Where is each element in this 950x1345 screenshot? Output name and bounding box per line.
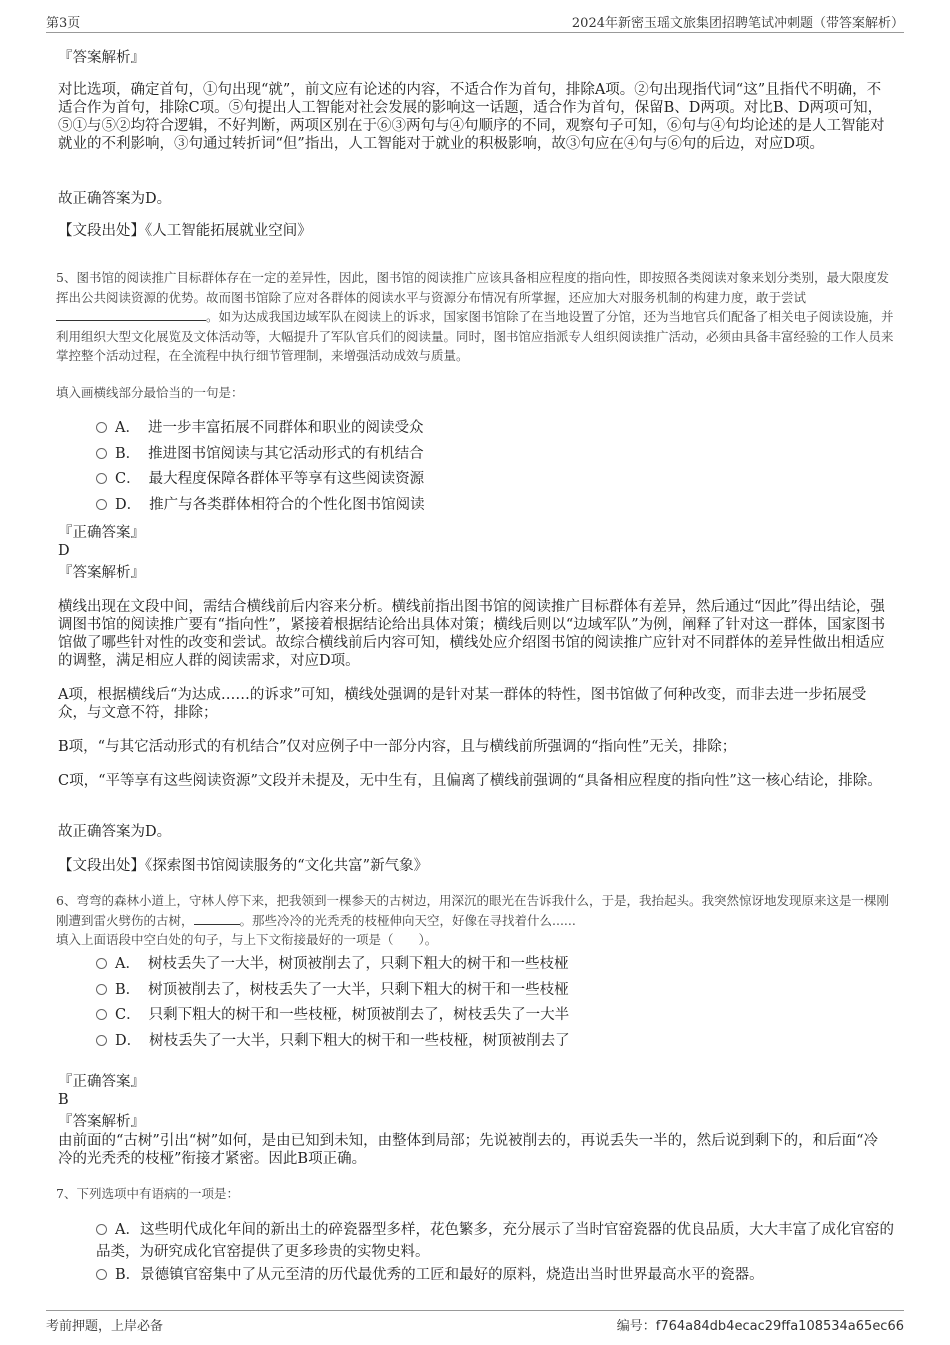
q5-note-c: C项，“平等享有这些阅读资源”文段并未提及，无中生有，且偏离了横线前强调的“具备相应程度的指向性”这一核心结论，排除。 [58, 773, 882, 789]
option-text: 树顶被削去了，树枝丢失了一大半，只剩下粗大的树干和一些枝桠 [148, 982, 569, 998]
code-value: f764a84db4ecac29ffa108534a65ec66 [655, 1319, 904, 1334]
q5-stem [56, 268, 894, 366]
q5-note-b: B项，“与其它活动形式的有机结合”仅对应例子中一部分内容，且与横线前所强调的“指向性”无关，排除； [58, 739, 737, 755]
footer-divider [46, 1310, 904, 1311]
radio-icon[interactable] [96, 1009, 107, 1020]
option-text: 最大程度保障各群体平等享有这些阅读资源 [148, 471, 425, 487]
q5-answer-label: 『正确答案』 [58, 525, 145, 541]
q5-blank [56, 308, 206, 321]
q4-analysis-text: 对比选项，确定首句，①句出现“就”，前文应有论述的内容，不适合作为首句，排除A项。②句出现指代词“这”且指代不明确，不适合作为首句，排除C项。⑤句提出人工智能对社会发展的影响这一话题，适合作为首句，保留B、D两项。对比B、D两项可知，⑤①与⑤②均符合逻辑，不好判断，两项区别在于⑥③两句与④句顺序的不同，观察句子可知，⑥句与④句均论述的是人工智能对就业的不利影响，③句通过转折词“但”指出，人工智能对于就业的积极影响，故③句应在④句与⑥句的后边，对应D项。 [58, 82, 885, 152]
option-text: 推进图书馆阅读与其它活动形式的有机结合 [148, 446, 424, 462]
q6-analysis-text: 由前面的“古树”引出“树”如何，是由已知到未知，由整体到局部；先说被削去的，再说丢失一半的，然后说到剩下的，和后面“冷冷的光秃秃的枝桠”衔接才紧密。因此B项正确。 [58, 1133, 879, 1167]
radio-icon[interactable] [96, 422, 107, 433]
q5-prompt: 填入画横线部分最恰当的一句是： [56, 385, 244, 400]
option-text: 只剩下粗大的树干和一些枝桠，树顶被削去了，树枝丢失了一大半 [148, 1007, 570, 1023]
radio-icon[interactable] [96, 473, 107, 484]
q5-stem-part1: 5、图书馆的阅读推广目标群体存在一定的差异性，因此，图书馆的阅读推广应该具备相应程度的指向性，即按照各类阅读对象来划分类别，最大限度发挥出公共阅读资源的优势。故而图书馆除了应对各群体的阅读水平与资源分布情况有所掌握，还应加大对服务机制的构建力度，敢于尝试 [56, 270, 889, 305]
radio-icon[interactable] [96, 1269, 107, 1280]
q6-answer: B [58, 1092, 69, 1108]
option-letter: A． [115, 420, 140, 436]
option-letter: D． [115, 1033, 142, 1049]
q5-source: 【文段出处】《探索图书馆阅读服务的“文化共富”新气象》 [58, 858, 429, 874]
q6-stem [56, 891, 894, 930]
option-text: 树枝丢失了一大半，树顶被削去了，只剩下粗大的树干和一些枝桠 [147, 956, 569, 972]
q5-option-a[interactable] [96, 419, 423, 437]
q6-prompt: 填入上面语段中空白处的句子，与上下文衔接最好的一项是（ ）。 [56, 932, 438, 947]
q5-answer: D [58, 543, 70, 559]
q5-analysis-label: 『答案解析』 [58, 565, 145, 581]
q7-option-a[interactable] [96, 1219, 894, 1263]
option-letter: B． [115, 1267, 141, 1283]
q6-answer-label: 『正确答案』 [58, 1074, 145, 1090]
q4-analysis-label: 『答案解析』 [58, 50, 145, 66]
option-text: 景德镇官窑集中了从元至清的历代最优秀的工匠和最好的原料，烧造出当时世界最高水平的瓷器。 [140, 1267, 764, 1283]
radio-icon[interactable] [96, 984, 107, 995]
option-text: 树枝丢失了一大半，只剩下粗大的树干和一些枝桠，树顶被削去了 [149, 1033, 570, 1049]
option-letter: C． [115, 471, 141, 487]
page-footer [46, 1315, 904, 1335]
q5-option-c[interactable] [96, 470, 424, 488]
q6-option-b[interactable] [96, 981, 569, 999]
option-letter: A． [115, 956, 140, 972]
q5-analysis-text: 横线出现在文段中间，需结合横线前后内容来分析。横线前指出图书馆的阅读推广目标群体有差异，然后通过“因此”得出结论，强调图书馆的阅读推广要有“指向性”，紧接着根据结论给出具体对策；横线后则以“边域军队”为例，阐释了针对这一群体，国家图书馆做了哪些针对性的改变和尝试。故综合横线前后内容可知，横线处应介绍图书馆的阅读推广应针对不同群体的差异性做出相适应的调整，满足相应人群的阅读需求，对应D项。 [58, 599, 886, 669]
q5-stem-part2: 。如为达成我国边域军队在阅读上的诉求，国家图书馆除了在当地设置了分馆，还为当地官兵们配备了相关电子阅读设施，并利用组织大型文化展览及文体活动等，大幅提升了军队官兵们的阅读量。同时，图书馆应指派专人组织阅读推广活动，必须由具备丰富经验的工作人员来掌控整个活动过程，在全流程中执行细节管理制，来增强活动成效与质量。 [56, 309, 894, 363]
q4-source: 【文段出处】《人工智能拓展就业空间》 [58, 223, 312, 239]
q6-option-a[interactable] [96, 955, 568, 973]
q5-option-b[interactable] [96, 445, 424, 463]
q6-option-c[interactable] [96, 1006, 569, 1024]
q5-note-a: A项，根据横线后“为达成……的诉求”可知，横线处强调的是针对某一群体的特性，图书馆做了何种改变，而非去进一步拓展受众，与文意不符，排除； [58, 687, 867, 721]
q5-option-d[interactable] [96, 496, 425, 514]
q7-stem: 7、下列选项中有语病的一项是： [56, 1186, 239, 1201]
radio-icon[interactable] [96, 1035, 107, 1046]
page-header [46, 12, 904, 32]
q4-conclusion: 故正确答案为D。 [58, 191, 172, 207]
radio-icon[interactable] [96, 1224, 107, 1235]
footer-slogan: 考前押题，上岸必备 [46, 1319, 164, 1334]
q7-option-b[interactable] [96, 1264, 894, 1286]
option-letter: A． [115, 1222, 140, 1238]
option-text: 推广与各类群体相符合的个性化图书馆阅读 [149, 497, 425, 513]
header-divider [46, 32, 904, 33]
radio-icon[interactable] [96, 958, 107, 969]
radio-icon[interactable] [96, 448, 107, 459]
radio-icon[interactable] [96, 499, 107, 510]
code-label: 编号： [616, 1319, 656, 1334]
q6-stem-part1: 6、弯弯的森林小道上，守林人停下来，把我领到一棵参天的古树边，用深沉的眼光在告诉我什么，于是，我抬起头。我突然惊讶地发现原来这是一棵刚刚遭到雷火劈伤的古树， [56, 893, 889, 928]
q6-stem-part2: 。那些冷冷的光秃秃的枝桠伸向天空，好像在寻找着什么...... [239, 912, 576, 928]
document-title: 2024年新密玉瑶文旅集团招聘笔试冲刺题（带答案解析） [571, 16, 904, 31]
q6-blank [194, 912, 240, 925]
page-number: 第3页 [46, 16, 81, 31]
option-text: 进一步丰富拓展不同群体和职业的阅读受众 [147, 420, 424, 436]
option-letter: C． [115, 1007, 141, 1023]
option-letter: B． [115, 982, 141, 998]
option-text: 这些明代成化年间的新出土的碎瓷器型多样，花色繁多，充分展示了当时官窑瓷器的优良品质，大大丰富了成化官窑的品类，为研究成化官窑提供了更多珍贵的实物史料。 [96, 1222, 894, 1260]
q6-option-d[interactable] [96, 1032, 570, 1050]
option-letter: B． [115, 446, 141, 462]
q5-conclusion: 故正确答案为D。 [58, 824, 172, 840]
option-letter: D． [115, 497, 142, 513]
document-code [617, 1315, 904, 1334]
q6-analysis-label: 『答案解析』 [58, 1114, 145, 1130]
